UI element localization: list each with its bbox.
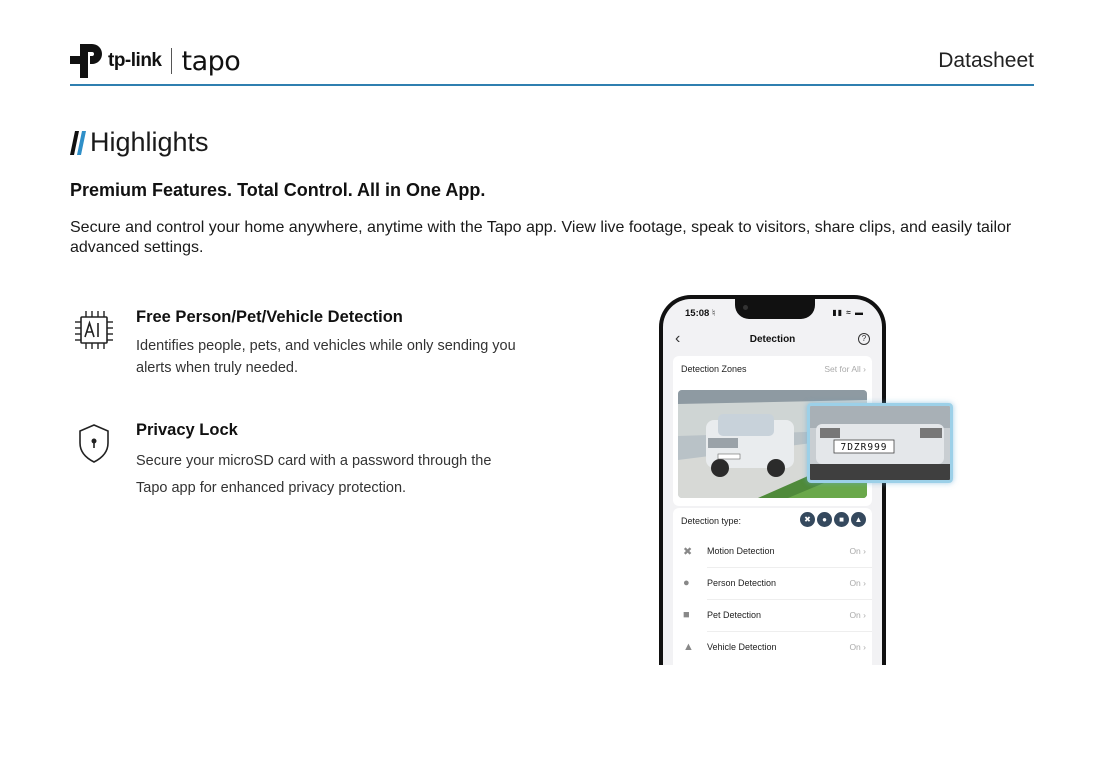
person-type-icon: ● xyxy=(817,512,832,527)
logo-divider xyxy=(171,48,172,74)
detection-type-card xyxy=(673,508,872,665)
detection-status: On xyxy=(849,578,861,588)
app-header xyxy=(663,331,882,353)
section-title: Highlights xyxy=(90,127,209,157)
wifi-icon: ≈ xyxy=(846,308,852,317)
zones-label: Detection Zones xyxy=(681,364,747,374)
motion-type-icon: ✖ xyxy=(800,512,815,527)
tplink-logo-icon xyxy=(70,42,104,80)
chevron-right-icon: › xyxy=(863,364,866,374)
brand-primary: tp-link xyxy=(108,50,162,71)
license-plate-zoom xyxy=(807,403,953,483)
chevron-right-icon: › xyxy=(863,610,866,620)
detection-status: On xyxy=(849,610,861,620)
motion-icon: ✖ xyxy=(683,546,693,558)
chevron-right-icon: › xyxy=(863,546,866,556)
detection-status: On xyxy=(849,546,861,556)
feature-desc-line: alerts when truly needed. xyxy=(136,360,299,376)
status-icons xyxy=(832,308,864,317)
detection-row-value xyxy=(849,546,866,556)
feature-description xyxy=(136,335,536,379)
screen-title: Detection xyxy=(749,334,796,345)
brand-secondary: tapo xyxy=(181,45,241,77)
pet-type-icon: ■ xyxy=(834,512,849,527)
status-time xyxy=(685,308,715,319)
zones-value: Set for All xyxy=(824,364,861,374)
feature-description xyxy=(136,448,536,502)
doc-type-label: Datasheet xyxy=(938,49,1034,72)
detection-type-icons xyxy=(800,512,866,527)
detection-status: On xyxy=(849,642,861,652)
feature-desc-line: Secure your microSD card with a password through the xyxy=(136,453,492,469)
camera-dot xyxy=(743,305,748,310)
detection-row-label: Motion Detection xyxy=(707,546,775,556)
feature-desc-line: Identifies people, pets, and vehicles while only sending you xyxy=(136,338,516,354)
detection-type-label: Detection type: xyxy=(681,516,742,526)
page-header xyxy=(70,40,1034,86)
detection-row-label: Pet Detection xyxy=(707,610,762,620)
bell-icon: ♮ xyxy=(711,308,716,319)
detection-row-person[interactable] xyxy=(673,568,872,600)
zones-setting[interactable] xyxy=(824,364,866,374)
detection-row-value xyxy=(849,642,866,652)
chevron-right-icon: › xyxy=(863,578,866,588)
detection-row-vehicle[interactable] xyxy=(673,632,872,664)
chevron-right-icon: › xyxy=(863,642,866,652)
battery-icon: ▬ xyxy=(855,308,864,317)
detection-row-value xyxy=(849,578,866,588)
brand-logo xyxy=(70,42,240,80)
detection-row-pet[interactable] xyxy=(673,600,872,632)
slash-accent-icon xyxy=(70,131,86,155)
signal-icon: ▮▮ xyxy=(832,308,844,317)
ai-chip-icon xyxy=(74,310,114,350)
detection-row-motion[interactable] xyxy=(673,536,872,568)
vehicle-icon: ▲ xyxy=(683,641,694,653)
plate-closeup-image xyxy=(810,406,950,480)
phone-notch xyxy=(735,299,815,319)
feature-title: Free Person/Pet/Vehicle Detection xyxy=(136,308,403,326)
section-heading xyxy=(70,127,209,158)
detection-row-label: Person Detection xyxy=(707,578,777,588)
section-intro: Secure and control your home anywhere, anytime with the Tapo app. View live footage, speak to visitors, share clips, and easily tailor advanced settings. xyxy=(70,219,1012,256)
back-icon[interactable]: ‹ xyxy=(675,330,681,347)
help-icon[interactable]: ? xyxy=(858,333,870,345)
feature-desc-line: Tapo app for enhanced privacy protection. xyxy=(136,480,407,496)
pet-icon: ■ xyxy=(683,609,690,621)
person-icon: ● xyxy=(683,577,690,589)
detection-row-label: Vehicle Detection xyxy=(707,642,777,652)
shield-lock-icon xyxy=(74,423,114,463)
feature-title: Privacy Lock xyxy=(136,421,238,439)
vehicle-type-icon: ▲ xyxy=(851,512,866,527)
status-time-text: 15:08 xyxy=(685,308,710,319)
detection-row-value xyxy=(849,610,866,620)
section-subheading: Premium Features. Total Control. All in One App. xyxy=(70,180,486,200)
plate-text: 7DZR999 xyxy=(840,442,888,453)
